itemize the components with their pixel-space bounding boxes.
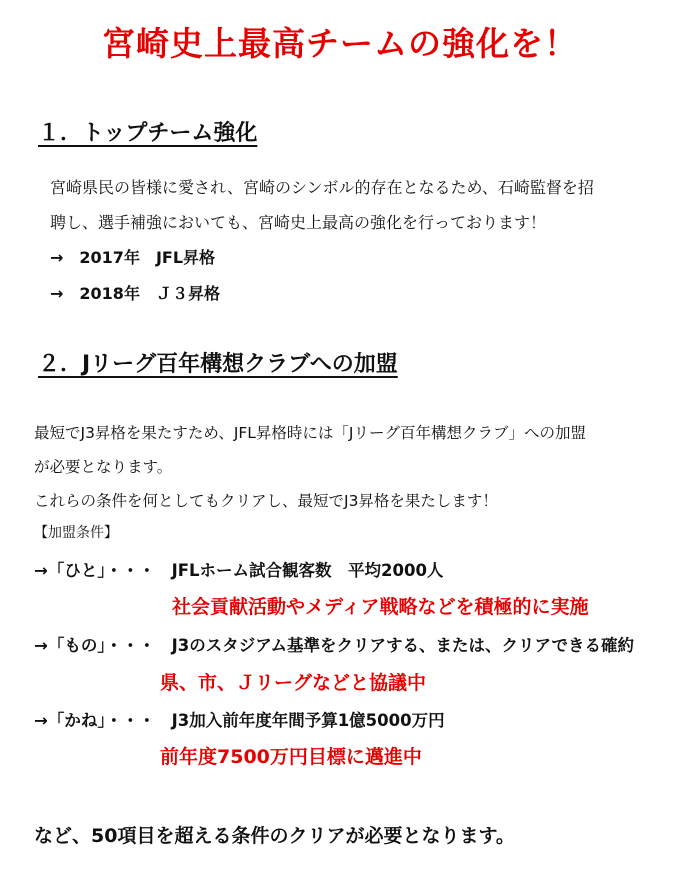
section1-heading: １．トップチーム強化 <box>38 121 258 146</box>
milestone-2018: → 2018年 Ｊ３昇格 <box>50 284 220 303</box>
condition-hito-status: 社会貢献活動やメディア戦略などを積極的に実施 <box>172 596 589 618</box>
section2-body-line-1: 最短でJ3昇格を果たすため、JFL昇格時には「Jリーグ百年構想クラブ」への加盟 <box>34 424 587 442</box>
section1-body-line-1: 宮崎県民の皆様に愛され、宮崎のシンボル的存在となるため、石崎監督を招 <box>50 178 594 197</box>
conditions-label: 【加盟条件】 <box>34 525 118 541</box>
footer-note: など、50項目を超える条件のクリアが必要となります。 <box>34 825 515 847</box>
condition-mono: →「もの」・・・ J3のスタジアム基準をクリアする、または、クリアできる確約 <box>34 636 635 655</box>
section2-body-line-3: これらの条件を何としてもクリアし、最短でJ3昇格を果たします！ <box>34 492 498 510</box>
condition-kane-status: 前年度7500万円目標に邁進中 <box>160 746 422 768</box>
section1-body-line-2: 聘し、選手補強においても、宮崎史上最高の強化を行っております！ <box>50 213 547 232</box>
condition-mono-status: 県、市、Ｊリーグなどと協議中 <box>160 672 427 694</box>
section2-heading: ２．Jリーグ百年構想クラブへの加盟 <box>38 352 398 377</box>
page-title: 宮崎史上最高チームの強化を！ <box>102 24 578 63</box>
condition-hito: →「ひと」・・・ JFLホーム試合観客数 平均2000人 <box>34 561 444 580</box>
condition-kane: →「かね」・・・ J3加入前年度年間予算1億5000万円 <box>34 711 445 730</box>
section2-body-line-2: が必要となります。 <box>34 458 173 476</box>
milestone-2017: → 2017年 JFL昇格 <box>50 248 216 267</box>
